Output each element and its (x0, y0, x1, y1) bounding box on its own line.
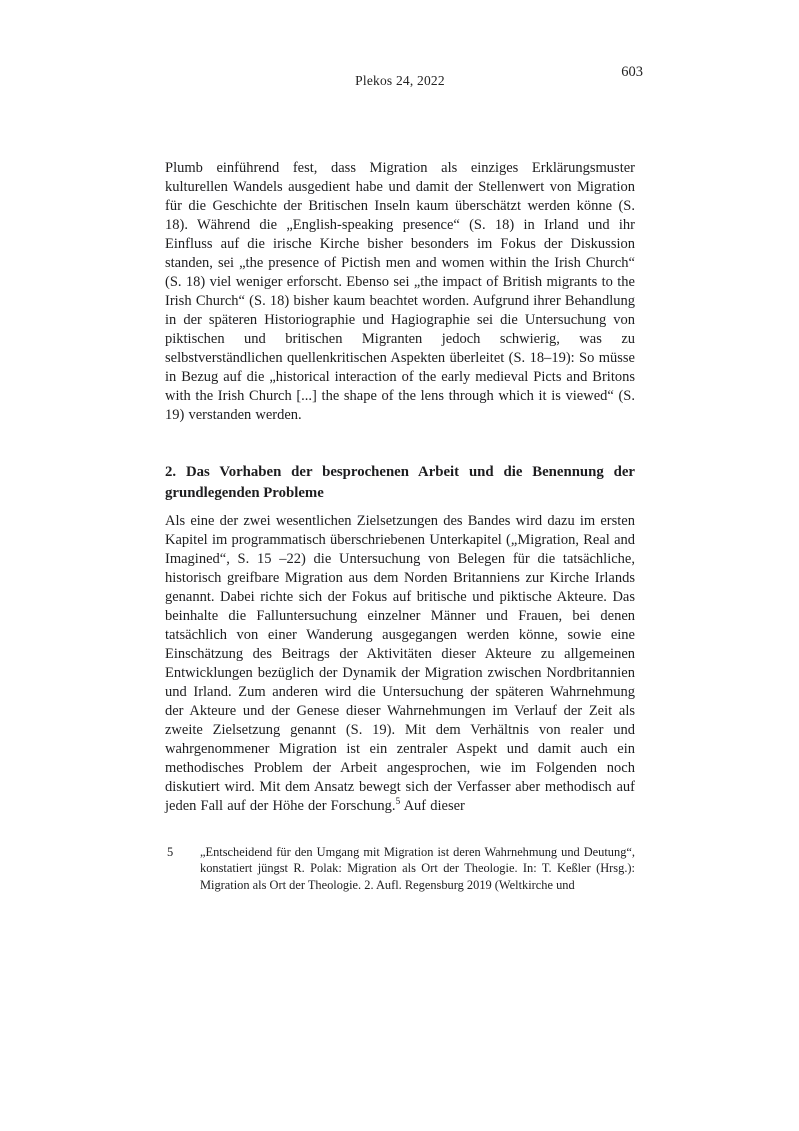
page-number: 603 (621, 64, 643, 80)
footnote-5 (165, 844, 635, 893)
footnote-number: 5 (167, 845, 174, 859)
body-paragraph-1: Plumb einführend fest, dass Migration als einziges Erklärungsmuster kulturellen Wandels ausgedient habe und damit der Stellenwert von Migration für die Geschichte der Britischen Inseln kaum überschätzt werden könne (S. 18). Während die „English-speaking presence“ (S. 18) in Irland und ihr Einfluss auf die irische Kirche bisher besonders im Fokus der Diskussion standen, sei „the presence of Pictish men and women within the Irish Church“ (S. 18) viel weniger erforscht. Ebenso sei „the impact of British migrants to the Irish Church“ (S. 18) bisher kaum beachtet worden. Aufgrund ihrer Behandlung in der späteren Historiographie und Hagiographie sei die Untersuchung von piktischen und britischen Migranten jedoch schwierig, was zu selbstverständlichen quellenkritischen Aspekten überleitet (S. 18–19): So müsse in Bezug auf die „historical interaction of the early medieval Picts and Britons with the Irish Church [...] the shape of the lens through which it is viewed“ (S. 19) verstanden werden. (165, 159, 635, 423)
section-heading: 2. Das Vorhaben der besprochenen Arbeit und die Benennung der grundlegenden Probleme (165, 464, 635, 501)
body-paragraph-2 (165, 512, 635, 816)
running-head: Plekos 24, 2022 (355, 73, 445, 88)
footnote-text: „Entscheidend für den Umgang mit Migration ist deren Wahrnehmung und Deutung“, konstatiert jüngst R. Polak: Migration als Ort der Theologie. In: T. Keßler (Hrsg.): Migration als Ort der Theologie. 2. Aufl. Regensburg 2019 (Weltkirche und (200, 845, 635, 892)
paragraph-2-text: Als eine der zwei wesentlichen Zielsetzungen des Bandes wird dazu im ersten Kapitel im programmatisch überschriebenen Unterkapitel („Migration, Real and Imagined“, S. 15 –22) die Untersuchung von Belegen für die tatsächliche, historisch greifbare Migration aus dem Norden Britanniens zur Kirche Irlands genannt. Dabei richte sich der Fokus auf britische und piktische Akteure. Das beinhalte die Falluntersuchung einzelner Männer und Frauen, bei denen tatsächlich von einer Wanderung ausgegangen werden könne, sowie eine Einschätzung des Beitrags der Aktivitäten dieser Akteure zu allgemeinen Entwicklungen bezüglich der Dynamik der Migration zwischen Nordbritannien und Irland. Zum anderen wird die Untersuchung der späteren Wahrnehmung der Akteure und der Genese dieser Wahrnehmungen im Verlauf der Zeit als zweite Zielsetzung genannt (S. 19). Mit dem Verhältnis von realer und wahrgenommener Migration ist ein zentraler Aspekt und damit auch ein methodisches Problem der Arbeit angesprochen, wie im Folgenden noch diskutiert wird. Mit dem Ansatz bewegt sich der Verfasser aber methodisch auf jeden Fall auf der Höhe der Forschung. (165, 512, 635, 814)
paragraph-2-continuation: Auf dieser (400, 797, 465, 814)
text-block (165, 0, 643, 1131)
footnote-reference-5: 5 (395, 796, 401, 807)
